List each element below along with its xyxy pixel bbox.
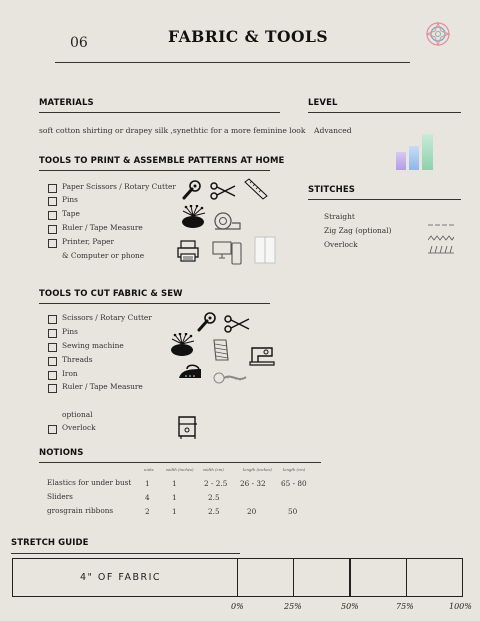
level-value: Advanced xyxy=(314,126,352,135)
checkbox-scissors[interactable] xyxy=(48,315,57,324)
tool-sew-item: Scissors / Rotary Cutter xyxy=(62,313,152,322)
notions-heading: NOTIONS xyxy=(39,448,84,458)
checkbox-pins-sew[interactable] xyxy=(48,329,57,338)
notion-name: Elastics for under bust xyxy=(47,478,132,487)
stretch-percent: 0% xyxy=(231,602,244,611)
checkbox-threads[interactable] xyxy=(48,357,57,366)
notions-column-header: length (inches) xyxy=(243,467,272,472)
notions-column-header: width (inches) xyxy=(166,467,194,472)
checkbox-printer[interactable] xyxy=(48,239,57,248)
notions-column-header: length (cm) xyxy=(283,467,306,472)
rotary-cutter-icon xyxy=(181,179,203,205)
pincushion-icon xyxy=(178,205,208,233)
tools-sew-rule xyxy=(39,303,270,304)
notion-value: 4 xyxy=(145,493,150,502)
rotary-cutter-icon xyxy=(196,311,218,337)
tool-print-item: Printer, Paper xyxy=(62,237,115,246)
scissors-icon xyxy=(210,181,236,205)
notion-value: 1 xyxy=(172,493,177,502)
stitch-item: Overlock xyxy=(324,240,358,249)
tools-sew-heading: TOOLS TO CUT FABRIC & SEW xyxy=(39,289,183,299)
sewing-machine-icon xyxy=(248,344,276,370)
notion-value: 50 xyxy=(288,507,298,516)
stitch-item: Zig Zag (optional) xyxy=(324,226,392,235)
stretch-marker-75 xyxy=(406,558,407,597)
page-number: 06 xyxy=(70,35,88,51)
level-rule xyxy=(308,112,461,113)
pincushion-icon xyxy=(167,333,197,361)
measuring-tape-icon xyxy=(212,369,248,391)
tool-print-item: Pins xyxy=(62,195,78,204)
tool-sew-item: Iron xyxy=(62,369,78,378)
materials-text: soft cotton shirting or drapey silk ,synethtic for a more feminine look xyxy=(39,126,306,135)
notion-value: 2 - 2.5 xyxy=(204,479,228,488)
notion-value: 20 xyxy=(247,507,257,516)
notion-value: 1 xyxy=(145,479,150,488)
scissors-icon xyxy=(224,314,250,338)
iron-icon xyxy=(177,361,203,385)
tool-sew-item: Ruler / Tape Measure xyxy=(62,382,143,391)
checkbox-overlock[interactable] xyxy=(48,425,57,434)
checkbox-tape[interactable] xyxy=(48,211,57,220)
tool-print-item: Paper Scissors / Rotary Cutter xyxy=(62,182,176,191)
printer-icon xyxy=(176,239,200,267)
notion-value: 2.5 xyxy=(208,493,220,502)
optional-label: optional xyxy=(62,410,93,419)
checkbox-ruler[interactable] xyxy=(48,225,57,234)
tools-print-heading: TOOLS TO PRINT & ASSEMBLE PATTERNS AT HOME xyxy=(39,156,285,166)
notion-name: Sliders xyxy=(47,492,73,501)
notion-value: 1 xyxy=(172,479,177,488)
stretch-guide-rule xyxy=(11,553,240,554)
ruler-icon xyxy=(243,178,269,204)
notion-value: 2 xyxy=(145,507,150,516)
checkbox-paper-scissors[interactable] xyxy=(48,184,57,193)
materials-rule xyxy=(39,112,280,113)
stretch-percent: 75% xyxy=(396,602,414,611)
computer-phone-icon xyxy=(211,239,245,269)
paper-icon xyxy=(253,236,277,268)
notion-value: 65 - 80 xyxy=(281,479,307,488)
stretch-marker-25 xyxy=(293,558,294,597)
level-heading: LEVEL xyxy=(308,98,338,108)
notion-value: 2.5 xyxy=(208,507,220,516)
title-underline xyxy=(55,62,410,63)
checkbox-iron[interactable] xyxy=(48,371,57,380)
logo-mandala-icon xyxy=(425,21,451,51)
fabric-label: 4" OF FABRIC xyxy=(80,572,162,583)
stretch-percent: 25% xyxy=(284,602,302,611)
level-bars-icon xyxy=(396,133,436,174)
notions-column-header: units xyxy=(144,467,154,472)
tape-icon xyxy=(212,210,242,236)
notion-name: grosgrain ribbons xyxy=(47,506,114,515)
stretch-guide-heading: STRETCH GUIDE xyxy=(11,538,89,548)
stitches-heading: STITCHES xyxy=(308,185,355,195)
tool-sew-item: Sewing machine xyxy=(62,341,124,350)
stitch-item: Straight xyxy=(324,212,355,221)
notion-value: 26 - 32 xyxy=(240,479,266,488)
thread-spool-icon xyxy=(210,337,232,367)
tool-sew-item: Pins xyxy=(62,327,78,336)
stretch-percent: 100% xyxy=(449,602,472,611)
stretch-marker-50 xyxy=(349,558,351,597)
materials-heading: MATERIALS xyxy=(39,98,94,108)
page-title: FABRIC & TOOLS xyxy=(168,27,329,46)
notion-value: 1 xyxy=(172,507,177,516)
notions-column-header: width (cm) xyxy=(203,467,224,472)
stitches-rule xyxy=(308,199,461,200)
tool-sew-item: Threads xyxy=(62,355,93,364)
tool-print-extra: & Computer or phone xyxy=(62,251,145,260)
tool-print-item: Ruler / Tape Measure xyxy=(62,223,143,232)
tools-print-rule xyxy=(39,170,270,171)
checkbox-sewing-machine[interactable] xyxy=(48,343,57,352)
overlock-stitch-icon xyxy=(428,240,454,259)
stretch-marker-0 xyxy=(237,558,238,597)
checkbox-pins[interactable] xyxy=(48,197,57,206)
notions-rule xyxy=(39,462,321,463)
tool-optional-item: Overlock xyxy=(62,423,96,432)
overlock-machine-icon xyxy=(176,414,200,444)
stretch-percent: 50% xyxy=(341,602,359,611)
checkbox-ruler-sew[interactable] xyxy=(48,384,57,393)
tool-print-item: Tape xyxy=(62,209,80,218)
